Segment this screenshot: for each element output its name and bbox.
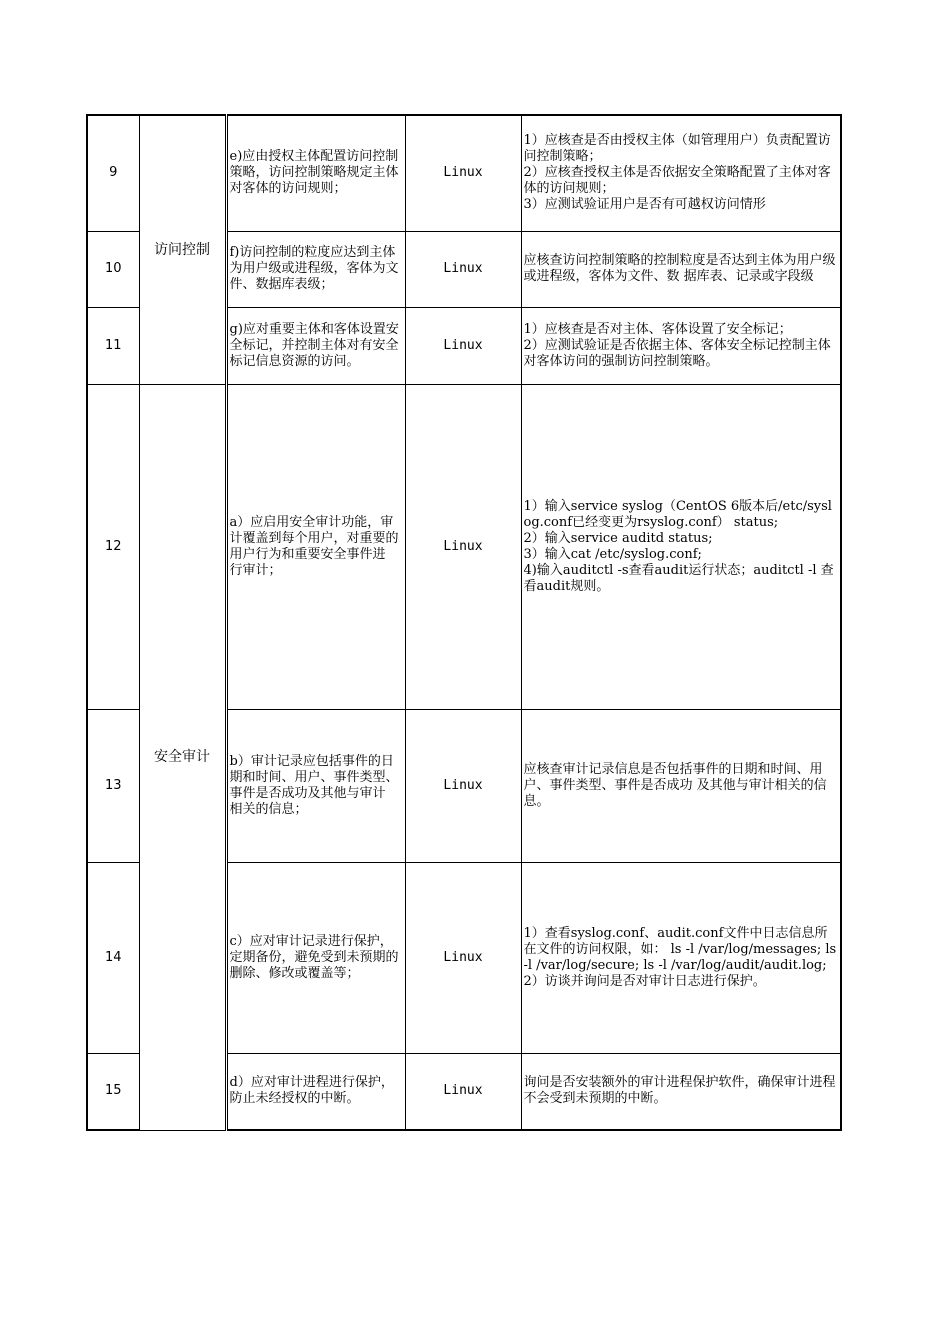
row-number: 12 — [87, 384, 139, 709]
row-number: 13 — [87, 709, 139, 862]
table-row — [87, 384, 841, 709]
os-cell: Linux — [405, 231, 521, 307]
row-number: 14 — [87, 862, 139, 1053]
category-access-control: 访问控制 — [139, 115, 226, 384]
requirement-cell: b）审计记录应包括事件的日期和时间、用户、事件类型、事件是否成功及其他与审计 相关的信息； — [226, 709, 405, 862]
requirement-cell: c）应对审计记录进行保护，定期备份，避免受到未预期的删除、修改或覆盖等； — [226, 862, 405, 1053]
row-number: 11 — [87, 307, 139, 384]
assessment-table — [86, 114, 842, 1131]
category-security-audit: 安全审计 — [139, 384, 226, 1130]
requirement-cell: e)应由授权主体配置访问控制策略，访问控制策略规定主体对客体的访问规则； — [226, 115, 405, 231]
check-method-cell: 1）应核查是否对主体、客体设置了安全标记； 2）应测试验证是否依据主体、客体安全标记控制主体对客体访问的强制访问控制策略。 — [521, 307, 841, 384]
requirement-cell: f)访问控制的粒度应达到主体为用户级或进程级，客体为文件、数据库表级； — [226, 231, 405, 307]
row-number: 15 — [87, 1053, 139, 1130]
check-method-cell: 1）应核查是否由授权主体（如管理用户）负责配置访问控制策略； 2）应核查授权主体是否依据安全策略配置了主体对客体的访问规则； 3）应测试验证用户是否有可越权访问情形 — [521, 115, 841, 231]
requirement-cell: d）应对审计进程进行保护，防止未经授权的中断。 — [226, 1053, 405, 1130]
os-cell: Linux — [405, 709, 521, 862]
os-cell: Linux — [405, 862, 521, 1053]
check-method-cell: 应核查审计记录信息是否包括事件的日期和时间、用户、事件类型、事件是否成功 及其他与审计相关的信息。 — [521, 709, 841, 862]
os-cell: Linux — [405, 115, 521, 231]
check-method-cell: 询问是否安装额外的审计进程保护软件，确保审计进程不会受到未预期的中断。 — [521, 1053, 841, 1130]
check-method-cell: 1）查看syslog.conf、audit.conf文件中日志信息所在文件的访问权限，如： ls -l /var/log/messages; ls -l /var/log/secure; ls -l /var/log/audit/audit.log; 2）访谈并询问是否对审计日志进行保护。 — [521, 862, 841, 1053]
check-method-cell: 1）输入service syslog（CentOS 6版本后/etc/syslog.conf已经变更为rsyslog.conf） status; 2）输入service auditd status; 3）输入cat /etc/syslog.conf; 4)输入auditctl -s查看audit运行状态；auditctl -l 查看audit规则。 — [521, 384, 841, 709]
row-number: 9 — [87, 115, 139, 231]
os-cell: Linux — [405, 384, 521, 709]
os-cell: Linux — [405, 307, 521, 384]
check-method-cell: 应核查访问控制策略的控制粒度是否达到主体为用户级或进程级，客体为文件、数 据库表、记录或字段级 — [521, 231, 841, 307]
os-cell: Linux — [405, 1053, 521, 1130]
row-number: 10 — [87, 231, 139, 307]
table-row — [87, 115, 841, 231]
requirement-cell: a）应启用安全审计功能，审计覆盖到每个用户，对重要的用户行为和重要安全事件进 行审计； — [226, 384, 405, 709]
requirement-cell: g)应对重要主体和客体设置安全标记，并控制主体对有安全标记信息资源的访问。 — [226, 307, 405, 384]
